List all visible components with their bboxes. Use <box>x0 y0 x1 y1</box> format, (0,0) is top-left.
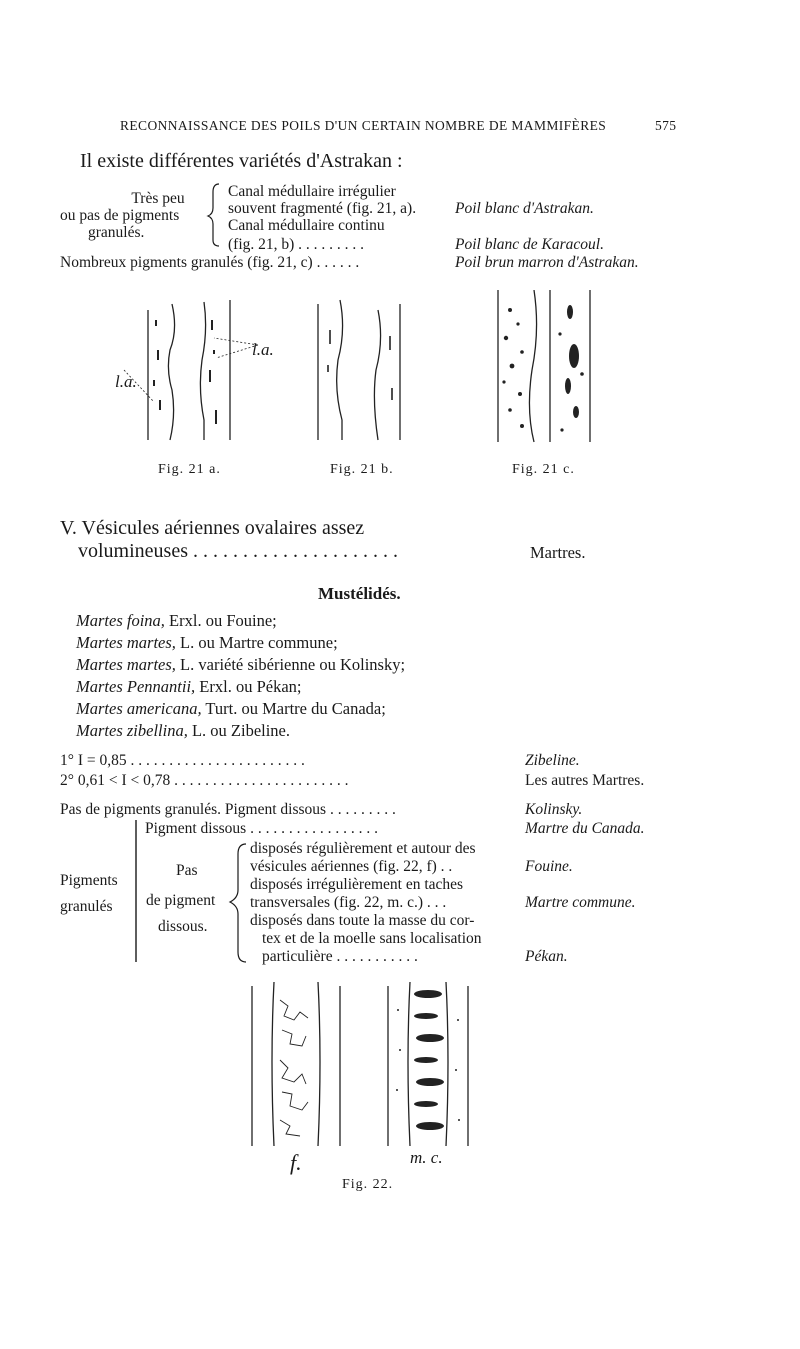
pas-label-2: de pigment <box>146 892 216 909</box>
species-item <box>76 698 405 720</box>
sub-3-line-3: particulière . . . . . . . . . . . <box>262 948 418 965</box>
pas-label-1: Pas <box>176 862 198 879</box>
astrakan-row2-line2: (fig. 21, b) . . . . . . . . . <box>228 236 365 253</box>
section-v-result: Martres. <box>530 543 586 562</box>
section-v-text2: volumineuses <box>78 540 188 562</box>
section-v-number: V. <box>60 517 77 539</box>
astrakan-row2-ref: (fig. 21, b) <box>228 236 295 253</box>
species-item <box>76 720 405 742</box>
fig21c-pigment <box>502 305 583 432</box>
species-latin: Martes zibellina, <box>76 721 188 740</box>
species-common: Erxl. ou Pékan; <box>195 677 302 696</box>
pigment-row-1-text: Pas de pigments granulés. Pigment dissous <box>60 801 327 818</box>
group-label-line: Très peu <box>131 190 185 207</box>
index-row-2-label: 2° 0,61 < I < 0,78 <box>60 772 171 789</box>
index-row-1: 1° I = 0,85 . . . . . . . . . . . . . . . . . . . . . . . <box>60 752 305 769</box>
fig21b-hairs <box>318 300 400 440</box>
section-v-line2: volumineuses . . . . . . . . . . . . . . . . . . . . . <box>78 540 398 562</box>
running-title: RECONNAISSANCE DES POILS D'UN CERTAIN NOMBRE DE MAMMIFÈRES <box>120 118 607 133</box>
sub-2-line-1: disposés irrégulièrement en taches <box>250 876 464 893</box>
astrakan-row2-result: Poil blanc de Karacoul. <box>455 236 604 253</box>
astrakan-group-label <box>104 190 212 208</box>
brace-astrakan <box>205 180 225 250</box>
pas-label-3: dissous. <box>158 918 208 935</box>
fig21a-annotation-left: l.a. <box>115 372 137 391</box>
index-row-2-result: Les autres Martres. <box>525 772 645 789</box>
species-latin: Martes Pennantii, <box>76 677 196 696</box>
sub-2-line-2-text: transversales (fig. 22, m. c.) <box>250 894 424 911</box>
species-common: Erxl. ou Fouine; <box>164 611 277 630</box>
fig21a-caption: Fig. 21 a. <box>158 462 221 477</box>
section-v-line1 <box>60 517 364 540</box>
fig22-label-mc: m. c. <box>410 1148 443 1167</box>
sub-1-line-1: disposés régulièrement et autour des <box>250 840 476 857</box>
astrakan-last-row: Nombreux pigments granulés (fig. 21, c) . . . . . . <box>60 254 360 271</box>
fig22-mc-pigment <box>396 990 460 1130</box>
fig22-label-f: f. <box>290 1150 302 1175</box>
astrakan-row2-line1: Canal médullaire continu <box>228 217 385 234</box>
species-list <box>76 610 405 742</box>
pigments-label-2: granulés <box>60 898 113 915</box>
species-common: L. ou Zibeline. <box>187 721 291 740</box>
astrakan-row1-line2: souvent fragmenté (fig. 21, a). <box>228 200 417 217</box>
astrakan-row1-line1: Canal médullaire irrégulier <box>228 183 396 200</box>
pigments-label-1: Pigments <box>60 872 118 889</box>
species-item <box>76 676 405 698</box>
sub-1-line-2-text: vésicules aériennes (fig. 22, f) <box>250 858 437 875</box>
pigment-row-2: Pigment dissous . . . . . . . . . . . . . . . . . <box>145 820 378 837</box>
fig21a-annotation-right: l.a. <box>252 340 274 359</box>
species-common: Turt. ou Martre du Canada; <box>201 699 386 718</box>
sub-3-line-1: disposés dans toute la masse du cor- <box>250 912 475 929</box>
species-latin: Martes americana, <box>76 699 202 718</box>
fig21a-hair-1 <box>148 304 175 440</box>
sub-1-result: Fouine. <box>525 858 573 875</box>
species-item <box>76 610 405 632</box>
brace-pigments-left <box>124 818 148 964</box>
pigment-row-1-result: Kolinsky. <box>525 801 583 818</box>
astrakan-last-text: Nombreux pigments granulés (fig. 21, c) <box>60 254 313 271</box>
page-number: 575 <box>655 118 677 133</box>
fig22-caption: Fig. 22. <box>342 1177 394 1192</box>
sub-3-line-3-text: particulière <box>262 948 333 965</box>
sub-1-line-2: vésicules aériennes (fig. 22, f) . . <box>250 858 453 875</box>
figure-21-drawings <box>108 290 608 450</box>
fig21b-caption: Fig. 21 b. <box>330 462 394 477</box>
astrakan-intro: Il existe différentes variétés d'Astrakan : <box>80 150 403 172</box>
species-common: L. variété sibérienne ou Kolinsky; <box>175 655 406 674</box>
species-latin: Martes foina, <box>76 611 165 630</box>
sub-3-line-2: tex et de la moelle sans localisation <box>262 930 482 947</box>
species-item <box>76 632 405 654</box>
sub-3-result: Pékan. <box>525 948 568 965</box>
figure-22-drawings <box>240 980 480 1150</box>
sub-2-result: Martre commune. <box>525 894 636 911</box>
group-label-line: granulés. <box>88 224 145 241</box>
astrakan-row1-result: Poil blanc d'Astrakan. <box>455 200 594 217</box>
index-row-2: 2° 0,61 < I < 0,78 . . . . . . . . . . . . . . . . . . . . . . . <box>60 772 349 789</box>
fig22-f-hair <box>252 982 340 1146</box>
mustelides-heading: Mustélidés. <box>318 584 401 603</box>
fig21a-hair-2 <box>200 300 230 440</box>
astrakan-last-result: Poil brun marron d'Astrakan. <box>455 254 639 271</box>
species-latin: Martes martes, <box>76 655 176 674</box>
fig22-mc-hair <box>388 982 468 1146</box>
pigment-row-2-result: Martre du Canada. <box>525 820 645 837</box>
pigment-row-1: Pas de pigments granulés. Pigment dissous . . . . . . . . . <box>60 801 396 818</box>
brace-pigments-inner <box>224 840 252 966</box>
species-item <box>76 654 405 676</box>
species-common: L. ou Martre commune; <box>175 633 338 652</box>
index-row-1-result: Zibeline. <box>525 752 580 769</box>
pigment-row-2-text: Pigment dissous <box>145 820 247 837</box>
index-row-1-label: 1° I = 0,85 <box>60 752 127 769</box>
group-label-line: ou pas de pigments <box>60 207 180 224</box>
sub-2-line-2: transversales (fig. 22, m. c.) . . . <box>250 894 447 911</box>
species-latin: Martes martes, <box>76 633 176 652</box>
fig21c-caption: Fig. 21 c. <box>512 462 575 477</box>
section-v-text: Vésicules aériennes ovalaires assez <box>81 517 365 539</box>
